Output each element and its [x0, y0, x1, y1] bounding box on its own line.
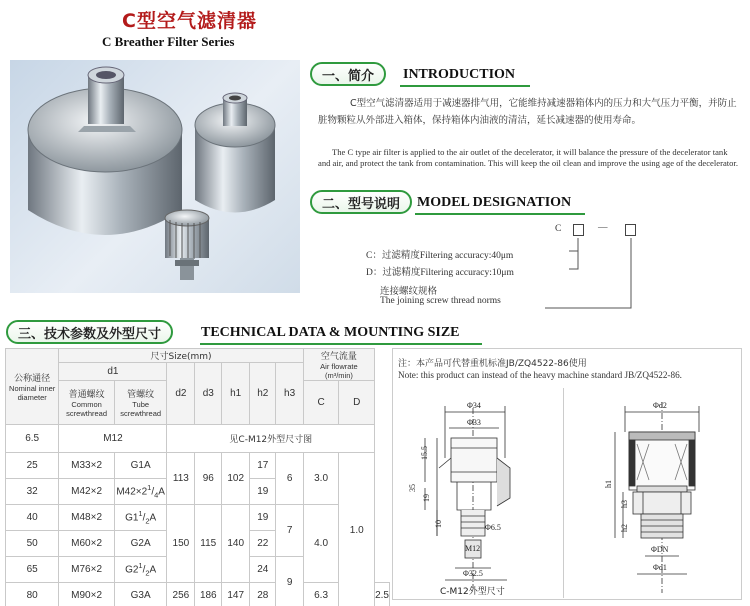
cm12-drawing	[395, 388, 563, 600]
small-filter-image	[165, 210, 209, 280]
table-row: 25 M33×2 G1A 113 96 102 17 6 3.0 1.0	[6, 453, 390, 479]
intro-section-label: 一、简介	[310, 62, 386, 86]
header-d1: d1	[59, 363, 167, 381]
dim-phi6-5: Φ6.5	[485, 523, 501, 532]
model-code-box-1	[573, 224, 584, 236]
table-row: 40 M48×2 $G1^1/_2A$ 150 115 140 19 7 4.0	[6, 505, 390, 531]
dim-19: 19	[422, 494, 431, 502]
table-row: 80 M90×2 G3A 256 186 147 28 6.3 2.5	[6, 583, 390, 606]
dim-h2: h2	[620, 524, 629, 532]
table-row: 6.5 M12 见C-M12外型尺寸图	[6, 425, 390, 453]
dim-phidn: ΦDN	[651, 545, 669, 554]
cm12-caption: C-M12外型尺寸	[440, 587, 505, 597]
header-common-thread: 普通螺纹 Common screwthread	[59, 381, 114, 425]
page-subtitle: C Breather Filter Series	[102, 34, 235, 49]
dim-h3: h3	[620, 500, 629, 508]
product-photo	[10, 60, 300, 293]
dim-10: 10	[434, 520, 443, 528]
model-code-box-2	[625, 224, 636, 236]
dim-phi34: Φ34	[467, 401, 481, 410]
model-line-thread-en: The joining screw thread norms	[380, 296, 501, 306]
tech-section-label: 三、技术参数及外型尺寸	[6, 320, 173, 344]
intro-text-en: The C type air filter is applied to the air outlet of the decelerator, it will balance the pressure of the decelerator tank and air, and protect the tank from contamination. This will keep the oil clean and improve the using age of the decelerator.	[318, 147, 738, 168]
model-line-d: D：过滤精度Filtering accuracy:10μm	[366, 267, 514, 278]
tech-section-title: TECHNICAL DATA & MOUNTING SIZE	[201, 325, 460, 340]
header-h1: h1	[222, 363, 250, 425]
generic-drawing	[565, 388, 741, 600]
model-section-label: 二、型号说明	[310, 190, 412, 214]
drawing-divider	[563, 388, 564, 598]
model-line-thread-cn: 连接螺纹规格	[380, 287, 438, 297]
dim-phi33: Φ33	[467, 418, 481, 427]
header-flow-c: C	[303, 381, 339, 425]
dim-phid1: Φd1	[653, 563, 667, 572]
intro-section-title: INTRODUCTION	[403, 67, 516, 82]
intro-divider	[400, 85, 530, 87]
intro-text-cn: C型空气滤清器适用于减速器排气用，它能维持减速器箱体内的压力和大气压力平衡，并防止脏物颗粒从外部进入箱体，保持箱体内油液的清洁，延长减速器的使用寿命。	[318, 98, 737, 126]
page-title: C型空气滤清器	[122, 10, 257, 32]
table-row: 65 M76×2 $G2^1/_2A$ 24 9	[6, 557, 390, 583]
tech-divider	[200, 343, 482, 345]
dim-m12: M12	[465, 544, 481, 553]
dim-phid2: Φd2	[653, 401, 667, 410]
header-tube-thread: 管螺纹 Tube screwthread	[114, 381, 167, 425]
model-divider	[415, 213, 585, 215]
header-d2: d2	[167, 363, 195, 425]
medium-filter-image	[195, 93, 275, 213]
model-prefix: C	[555, 224, 562, 234]
header-flow: 空气流量 Air flowrate (m³/min)	[303, 349, 374, 381]
drawing-note: 注：本产品可代替重机标准JB/ZQ4522-86使用 Note: this product can instead of the heavy machine standard JB/ZQ4522-86.	[398, 359, 682, 380]
model-dash: —	[598, 223, 608, 233]
dim-15-5: 15.5	[420, 446, 429, 460]
header-nominal: 公称通径 Nominal inner diameter	[6, 349, 59, 425]
large-filter-image	[28, 67, 182, 235]
dim-35: 35	[408, 484, 417, 492]
header-h3: h3	[276, 363, 303, 425]
model-section-title: MODEL DESIGNATION	[417, 195, 572, 210]
table-row: 32 M42×2 $M42\times 2^1/_4A$ 19	[6, 479, 390, 505]
model-line-c: C：过滤精度Filtering accuracy:40μm	[366, 250, 514, 261]
dim-phi32-5: Φ32.5	[463, 569, 483, 578]
dim-h1: h1	[604, 480, 613, 488]
header-d3: d3	[195, 363, 222, 425]
spec-table	[5, 348, 390, 606]
header-flow-d: D	[339, 381, 375, 425]
table-row: 50 M60×2 G2A 22	[6, 531, 390, 557]
header-h2: h2	[250, 363, 276, 425]
header-size: 尺寸Size(mm)	[59, 349, 303, 363]
